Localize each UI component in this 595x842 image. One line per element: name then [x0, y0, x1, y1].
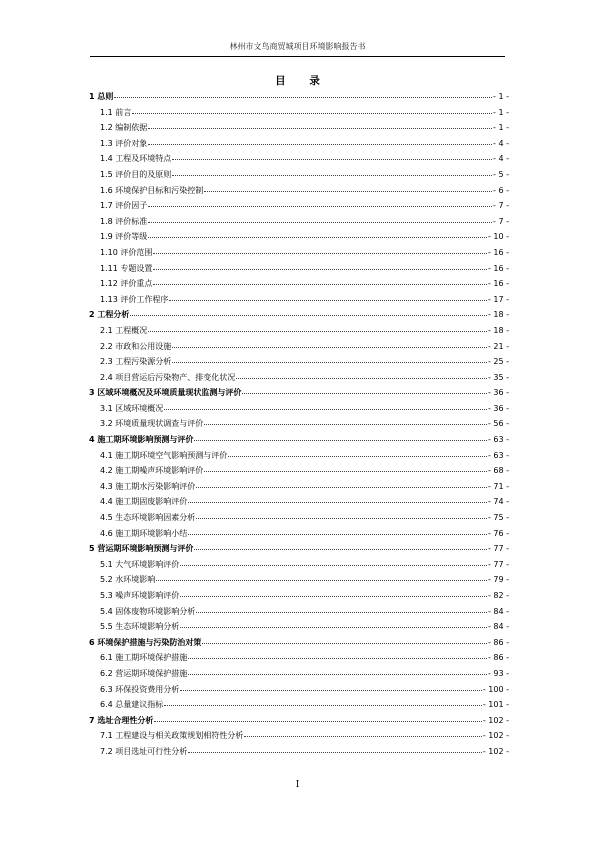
toc-section-entry[interactable]: [89, 416, 509, 432]
toc-entry-page: - 4 -: [493, 154, 509, 164]
toc-entry-label: 1.3 评价对象: [100, 138, 148, 148]
toc-dot-leader: [148, 197, 492, 207]
toc-chapter-entry[interactable]: [89, 307, 509, 323]
toc-dot-leader: [154, 712, 482, 722]
toc-chapter-entry[interactable]: [89, 432, 509, 448]
toc-dot-leader: [196, 478, 487, 488]
toc-section-entry[interactable]: [89, 261, 509, 277]
toc-section-entry[interactable]: [89, 370, 509, 386]
toc-dot-leader: [204, 415, 487, 425]
toc-section-entry[interactable]: [89, 198, 509, 214]
toc-section-entry[interactable]: [89, 292, 509, 308]
toc-dot-leader: [130, 306, 487, 316]
toc-dot-leader: [188, 665, 487, 675]
toc-section-entry[interactable]: [89, 448, 509, 464]
toc-entry-label: 1.4 工程及环境特点: [100, 154, 172, 164]
toc-dot-leader: [153, 244, 487, 254]
toc-entry-page: - 79 -: [487, 575, 509, 585]
toc-dot-leader: [204, 462, 487, 472]
toc-chapter-entry[interactable]: [89, 713, 509, 729]
toc-dot-leader: [156, 571, 487, 581]
toc-section-entry[interactable]: [89, 214, 509, 230]
toc-dot-leader: [164, 400, 487, 410]
toc-entry-page: - 56 -: [487, 419, 509, 429]
toc-entry-label: 5.1 大气环境影响评价: [100, 559, 180, 569]
toc-entry-page: - 1 -: [493, 107, 509, 117]
toc-entry-label: 5.3 噪声环境影响评价: [100, 591, 180, 600]
toc-entry-page: - 5 -: [493, 169, 509, 179]
toc-section-entry[interactable]: [89, 105, 509, 121]
toc-dot-leader: [148, 119, 492, 129]
toc-entry-page: - 63 -: [487, 435, 509, 445]
toc-dot-leader: [172, 353, 487, 363]
toc-section-entry[interactable]: [89, 136, 509, 152]
toc-entry-page: - 63 -: [487, 450, 509, 460]
toc-dot-leader: [188, 525, 487, 535]
toc-section-entry[interactable]: [89, 401, 509, 417]
toc-entry-page: - 82 -: [487, 591, 509, 600]
toc-dot-leader: [196, 603, 487, 613]
toc-entry-page: - 84 -: [487, 606, 509, 616]
toc-section-entry[interactable]: [89, 494, 509, 510]
toc-entry-label: 1.10 评价范围: [100, 247, 153, 257]
toc-entry-label: 6.4 总量建议指标: [100, 700, 164, 710]
toc-entry-label: 4 施工期环境影响预测与评价: [89, 435, 194, 445]
toc-entry-page: - 7 -: [493, 216, 509, 226]
toc-entry-label: 7 选址合理性分析: [89, 715, 154, 725]
toc-section-entry[interactable]: [89, 604, 509, 620]
toc-entry-page: - 77 -: [487, 544, 509, 554]
toc-dot-leader: [180, 587, 487, 597]
table-of-contents: [89, 89, 509, 760]
toc-section-entry[interactable]: [89, 323, 509, 339]
toc-entry-label: 4.5 生态环境影响因素分析: [100, 513, 196, 523]
toc-section-entry[interactable]: [89, 463, 509, 479]
toc-entry-label: 1.9 评价等级: [100, 232, 148, 242]
toc-entry-label: 1.6 环境保护目标和污染控制: [100, 185, 204, 195]
toc-entry-label: 5.5 生态环境影响分析: [100, 622, 180, 632]
toc-section-entry[interactable]: [89, 650, 509, 666]
toc-dot-leader: [148, 213, 492, 223]
toc-entry-page: - 76 -: [487, 528, 509, 538]
toc-dot-leader: [172, 338, 487, 348]
toc-dot-leader: [202, 634, 487, 644]
toc-entry-label: 3.1 区域环境概况: [100, 403, 164, 413]
toc-dot-leader: [180, 618, 487, 628]
toc-entry-label: 6.2 营运期环境保护措施: [100, 668, 188, 678]
toc-dot-leader: [153, 275, 487, 285]
toc-entry-label: 2 工程分析: [89, 310, 130, 320]
toc-section-entry[interactable]: [89, 120, 509, 136]
toc-entry-page: - 93 -: [487, 668, 509, 678]
toc-section-entry[interactable]: [89, 183, 509, 199]
toc-dot-leader: [172, 150, 492, 160]
toc-chapter-entry[interactable]: [89, 385, 509, 401]
toc-chapter-entry[interactable]: [89, 89, 509, 105]
toc-entry-label: 7.1 工程建设与相关政策规划相符性分析: [100, 731, 244, 741]
toc-dot-leader: [242, 384, 487, 394]
toc-entry-page: - 86 -: [487, 653, 509, 663]
toc-entry-page: - 75 -: [487, 513, 509, 523]
toc-dot-leader: [153, 260, 487, 270]
toc-entry-page: - 101 -: [482, 700, 509, 710]
toc-dot-leader: [236, 369, 487, 379]
toc-entry-label: 7.2 项目选址可行性分析: [100, 746, 188, 756]
page-number: I: [295, 780, 300, 790]
toc-entry-label: 1.13 评价工作程序: [100, 294, 169, 304]
toc-chapter-entry[interactable]: [89, 635, 509, 651]
toc-dot-leader: [180, 556, 487, 566]
toc-entry-label: 1 总则: [89, 92, 114, 101]
toc-title: 目 录: [275, 75, 330, 87]
toc-section-entry[interactable]: [89, 354, 509, 370]
toc-entry-page: - 16 -: [487, 247, 509, 257]
toc-dot-leader: [194, 540, 487, 550]
toc-entry-label: 6.1 施工期环境保护措施: [100, 653, 188, 663]
toc-entry-label: 1.1 前言: [100, 107, 132, 117]
toc-section-entry[interactable]: [89, 666, 509, 682]
toc-entry-page: - 4 -: [493, 138, 509, 148]
toc-dot-leader: [148, 135, 492, 145]
toc-entry-label: 3.2 环境质量现状调查与评价: [100, 419, 204, 429]
toc-section-entry[interactable]: [89, 744, 509, 760]
toc-dot-leader: [204, 182, 492, 192]
toc-dot-leader: [148, 228, 487, 238]
toc-section-entry[interactable]: [89, 682, 509, 698]
toc-entry-page: - 16 -: [487, 263, 509, 273]
toc-entry-label: 2.2 市政和公用设施: [100, 341, 172, 351]
toc-section-entry[interactable]: [89, 572, 509, 588]
toc-section-entry[interactable]: [89, 245, 509, 261]
toc-section-entry[interactable]: [89, 728, 509, 744]
toc-entry-label: 5.2 水环境影响: [100, 575, 156, 585]
toc-entry-label: 1.2 编制依据: [100, 123, 148, 133]
toc-entry-label: 5 营运期环境影响预测与评价: [89, 544, 194, 554]
running-header: 林州市文鸟商贸城项目环境影响报告书: [229, 42, 366, 51]
toc-entry-label: 1.12 评价重点: [100, 279, 153, 289]
toc-entry-label: 6.3 环保投资费用分析: [100, 684, 180, 694]
toc-entry-label: 4.2 施工期噪声环境影响评价: [100, 466, 204, 476]
toc-entry-label: 1.8 评价标准: [100, 216, 148, 226]
toc-dot-leader: [164, 696, 482, 706]
toc-entry-page: - 18 -: [487, 310, 509, 320]
toc-entry-page: - 16 -: [487, 279, 509, 289]
toc-section-entry[interactable]: [89, 510, 509, 526]
toc-dot-leader: [244, 727, 482, 737]
toc-dot-leader: [196, 509, 487, 519]
toc-entry-label: 2.1 工程概况: [100, 325, 148, 335]
toc-dot-leader: [188, 649, 487, 659]
toc-dot-leader: [172, 166, 492, 176]
toc-entry-page: - 10 -: [487, 232, 509, 242]
toc-entry-label: 4.6 施工期环境影响小结: [100, 528, 188, 538]
toc-section-entry[interactable]: [89, 229, 509, 245]
toc-entry-page: - 68 -: [487, 466, 509, 476]
toc-entry-page: - 7 -: [493, 201, 509, 211]
toc-entry-label: 4.4 施工期固废影响评价: [100, 497, 188, 507]
toc-entry-page: - 35 -: [487, 372, 509, 382]
toc-entry-page: - 100 -: [482, 684, 509, 694]
toc-entry-page: - 25 -: [487, 357, 509, 367]
toc-section-entry[interactable]: [89, 339, 509, 355]
toc-entry-label: 2.3 工程污染源分析: [100, 357, 172, 367]
toc-entry-page: - 86 -: [487, 637, 509, 647]
header-rule: [90, 56, 505, 57]
toc-entry-page: - 1 -: [493, 123, 509, 133]
toc-entry-page: - 21 -: [487, 341, 509, 351]
toc-entry-page: - 74 -: [487, 497, 509, 507]
toc-entry-page: - 77 -: [487, 559, 509, 569]
toc-entry-label: 3 区域环境概况及环境质量现状监测与评价: [89, 388, 242, 398]
toc-section-entry[interactable]: [89, 151, 509, 167]
toc-entry-label: 4.3 施工期水污染影响评价: [100, 481, 196, 491]
toc-dot-leader: [180, 681, 482, 691]
toc-section-entry[interactable]: [89, 557, 509, 573]
toc-section-entry[interactable]: [89, 588, 509, 604]
toc-entry-page: - 36 -: [487, 388, 509, 398]
toc-section-entry[interactable]: [89, 697, 509, 713]
toc-entry-page: - 102 -: [482, 746, 509, 756]
toc-entry-page: - 18 -: [487, 325, 509, 335]
toc-entry-page: - 84 -: [487, 622, 509, 632]
toc-dot-leader: [148, 322, 487, 332]
toc-entry-page: - 6 -: [493, 185, 509, 195]
toc-entry-page: - 71 -: [487, 481, 509, 491]
toc-entry-label: 1.11 专题设置: [100, 263, 153, 273]
toc-chapter-entry[interactable]: [89, 541, 509, 557]
toc-dot-leader: [132, 104, 492, 114]
toc-dot-leader: [228, 447, 487, 457]
toc-dot-leader: [114, 88, 492, 98]
toc-dot-leader: [169, 291, 487, 301]
toc-dot-leader: [188, 493, 487, 503]
toc-section-entry[interactable]: [89, 526, 509, 542]
toc-dot-leader: [188, 743, 482, 753]
toc-entry-label: 5.4 固体废物环境影响分析: [100, 606, 196, 616]
toc-entry-page: - 1 -: [493, 92, 509, 101]
toc-entry-page: - 102 -: [482, 731, 509, 741]
toc-entry-label: 2.4 项目营运后污染物产、排变化状况: [100, 372, 236, 382]
toc-section-entry[interactable]: [89, 276, 509, 292]
toc-entry-label: 4.1 施工期环境空气影响预测与评价: [100, 450, 228, 460]
toc-dot-leader: [194, 431, 487, 441]
toc-entry-page: - 36 -: [487, 403, 509, 413]
toc-section-entry[interactable]: [89, 619, 509, 635]
toc-entry-page: - 102 -: [482, 715, 509, 725]
toc-entry-label: 6 环境保护措施与污染防治对策: [89, 637, 202, 647]
toc-entry-page: - 17 -: [487, 294, 509, 304]
toc-section-entry[interactable]: [89, 479, 509, 495]
toc-entry-label: 1.7 评价因子: [100, 201, 148, 211]
toc-section-entry[interactable]: [89, 167, 509, 183]
toc-entry-label: 1.5 评价目的及原则: [100, 169, 172, 179]
